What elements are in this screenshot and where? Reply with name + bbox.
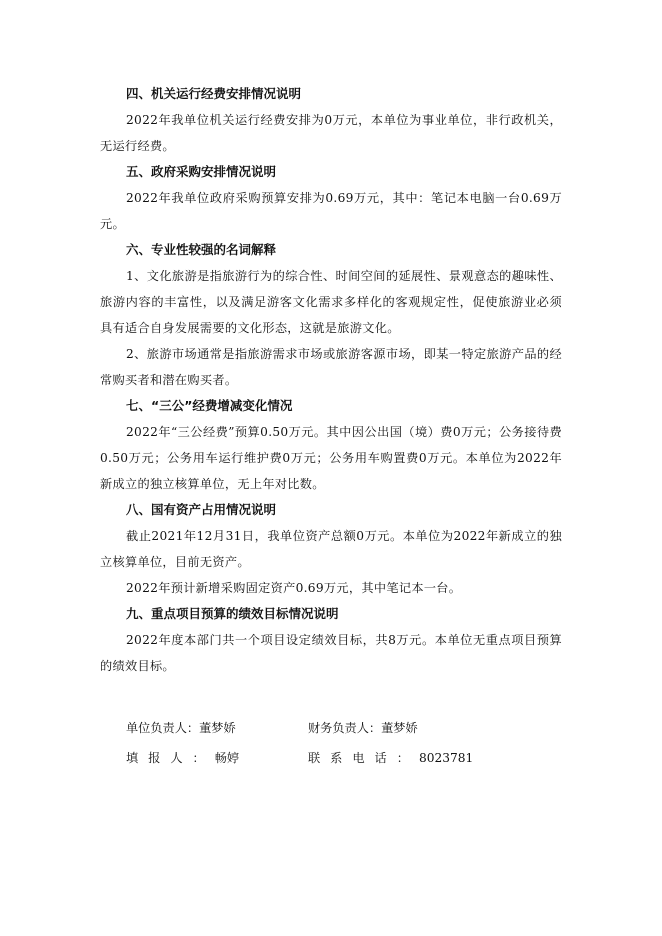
section-heading: 七、“三公”经费增减变化情况 <box>126 398 293 413</box>
section-4 <box>100 81 562 159</box>
phone-value: 8023781 <box>418 751 474 765</box>
finance-head <box>308 715 490 741</box>
section-heading: 四、机关运行经费安排情况说明 <box>126 86 302 101</box>
section-8 <box>100 497 562 601</box>
finance-head-name: 董梦娇 <box>381 721 418 735</box>
signature-row-heads <box>126 713 546 743</box>
unit-head <box>126 715 308 741</box>
filler-name: 畅婷 <box>214 751 240 765</box>
filler <box>126 745 308 771</box>
unit-head-label: 单位负责人： <box>126 721 200 735</box>
section-6 <box>100 237 562 393</box>
section-paragraph: 2022年我单位政府采购预算安排为0.69万元，其中：笔记本电脑一台0.69万元。 <box>100 191 562 231</box>
section-paragraph: 2022年度本部门共一个项目设定绩效目标，共8万元。本单位无重点项目预算的绩效目标。 <box>100 633 562 673</box>
section-heading: 五、政府采购安排情况说明 <box>126 164 277 179</box>
document-body <box>100 81 562 679</box>
finance-head-label: 财务负责人： <box>308 721 382 735</box>
filler-label: 填报人： <box>126 751 215 765</box>
section-5 <box>100 159 562 237</box>
signature-block <box>126 713 546 773</box>
section-paragraph: 2022年预计新增采购固定资产0.69万元，其中笔记本一台。 <box>126 581 462 595</box>
section-7 <box>100 393 562 497</box>
phone-label: 联系电话： <box>308 751 419 765</box>
section-9 <box>100 601 562 679</box>
section-paragraph: 截止2021年12月31日，我单位资产总额0万元。本单位为2022年新成立的独立核算单位，目前无资产。 <box>100 529 562 569</box>
section-heading: 九、重点项目预算的绩效目标情况说明 <box>126 606 339 621</box>
phone <box>308 745 490 771</box>
section-heading: 八、国有资产占用情况说明 <box>126 502 277 517</box>
signature-row-contact <box>126 743 546 773</box>
section-paragraph: 2022年“三公经费”预算0.50万元。其中因公出国（境）费0万元；公务接待费0.50万元；公务用车运行维护费0万元；公务用车购置费0万元。本单位为2022年新成立的独立核算单位，无上年对比数。 <box>100 425 562 491</box>
section-paragraph: 2、旅游市场通常是指旅游需求市场或旅游客源市场，即某一特定旅游产品的经常购买者和潜在购买者。 <box>100 347 562 387</box>
section-paragraph: 1、文化旅游是指旅游行为的综合性、时间空间的延展性、景观意态的趣味性、旅游内容的丰富性，以及满足游客文化需求多样化的客观规定性，促使旅游业必须具有适合自身发展需要的文化形态，这就是旅游文化。 <box>100 269 562 335</box>
unit-head-name: 董梦娇 <box>199 721 236 735</box>
section-heading: 六、专业性较强的名词解释 <box>126 242 277 257</box>
section-paragraph: 2022年我单位机关运行经费安排为0万元，本单位为事业单位，非行政机关，无运行经费。 <box>100 113 562 153</box>
